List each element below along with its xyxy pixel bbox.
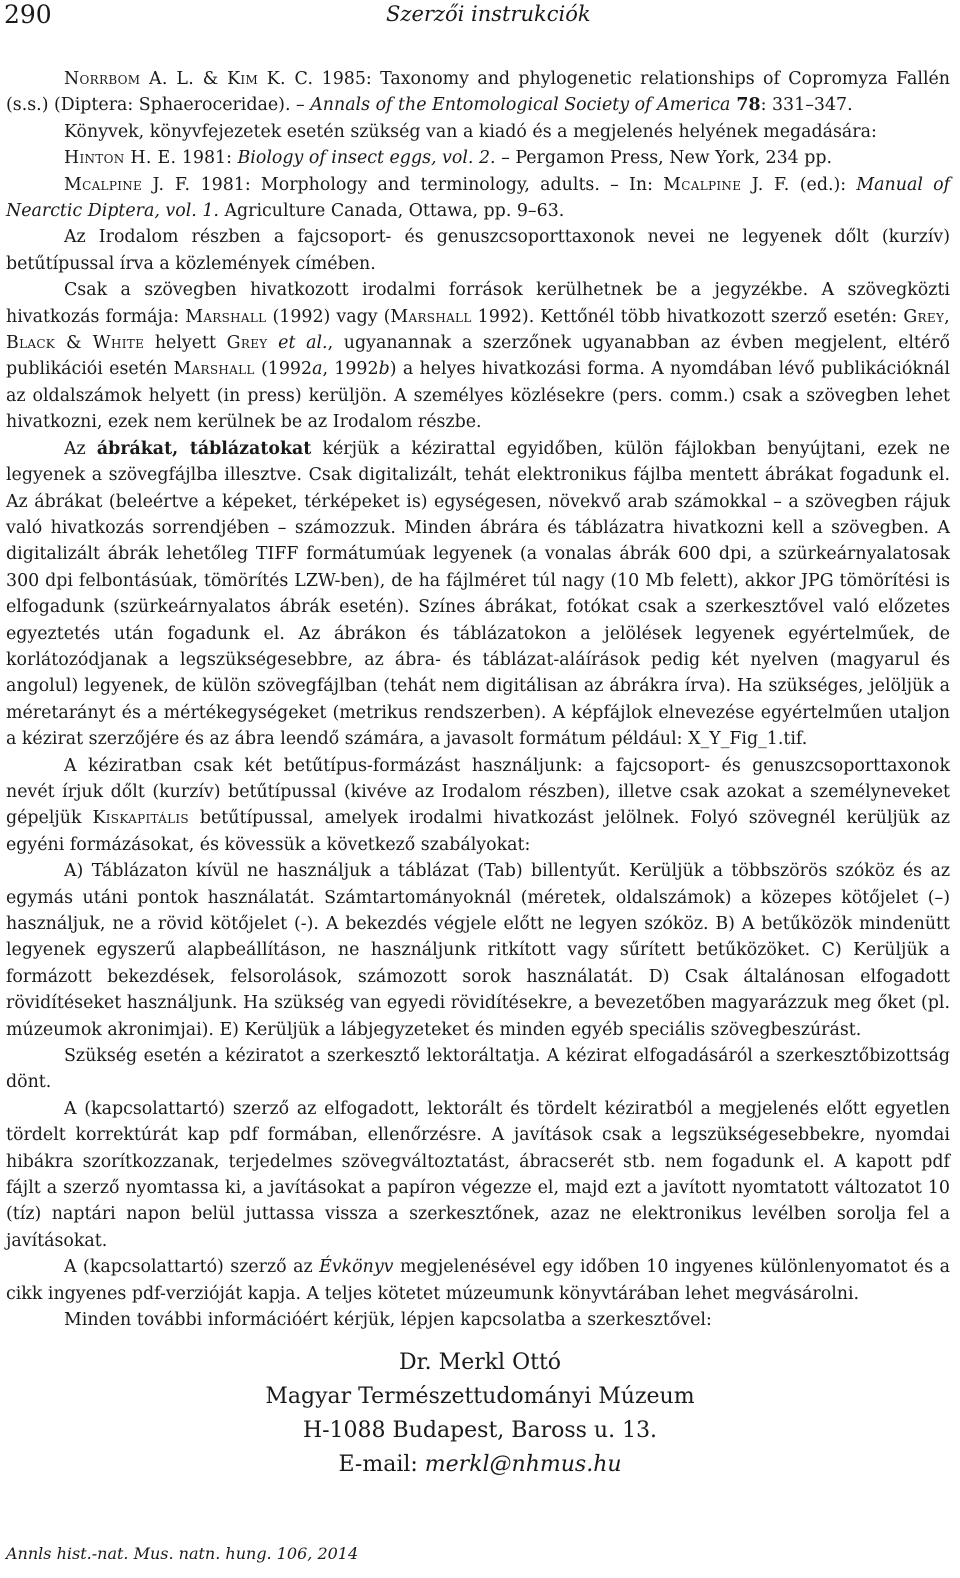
ref-text: 1985: Taxonomy and phylogenetic relationships of Copromyza Fallén (s.s.) (Diptera: Sphaeroceridae). – — [6, 69, 950, 116]
italic-span: a — [312, 359, 323, 380]
text-span: , ugyanannak a szerzőnek ugyanabban az évben megjelent, eltérő publikációi esetén — [6, 333, 950, 380]
reference-hinton — [6, 145, 950, 171]
text-span: betűtípussal, amelyek irodalmi hivatkozást jelölnek. Folyó szövegnél kerüljük az egyéni formázásokat, és kövessük a következő szabályokat: — [6, 808, 950, 855]
smallcaps-span: Marshall — [185, 306, 267, 327]
footer-citation: Annls hist.-nat. Mus. natn. hung. 106, 2014 — [6, 1544, 359, 1563]
smallcaps-span: Kiskapitális — [92, 808, 189, 829]
page-number: 290 — [4, 0, 52, 29]
ref-volume: 78 — [730, 95, 761, 116]
paragraph-reprints — [6, 1254, 950, 1307]
page-body — [6, 66, 950, 1334]
ref-text: 1981: Morphology and terminology, adults. – In: — [190, 174, 664, 195]
text-span: Csak a szövegben hivatkozott irodalmi források kerülhetnek be a jegyzékbe. A szövegközti hivatkozás formája: — [6, 280, 950, 327]
paragraph-citations — [6, 277, 950, 435]
smallcaps-span: Marshall — [173, 359, 255, 380]
text-span: kérjük a kézirattal egyidőben, külön fájlokban benyújtani, ezek ne legyenek a szövegfájlba illesztve. Csak digitalizált, tehát elektronikus fájlba mentett ábrákat fogadunk el. Az ábrákat (beleértve a képeket, térképeket is) egységesen, növekvő arab számokkal – a szövegben rájuk való hivatkozás sorrendjében – számozzuk. Minden ábrára és táblázatra hivatkozni kell a szövegben. A digitalizált ábrák lehetőleg TIFF formátumúak legyenek (a vonalas ábrák 600 dpi, a szürkeárnyalatosak 300 dpi felbontásúak, tömörítés LZW-ben), de ha fájlméret túl nagy (10 Mb felett), akkor JPG tömörítési is elfogadunk (szürkeárnyalatos ábrák esetén). Színes ábrákat, fotókat csak a szerkesztővel való előzetes egyeztetés után fogadunk el. Az ábrákon és táblázatokon a jelölések legyenek egyértelműek, de korlátozódjanak a legszükségesebbre, az ábra- és táblázat-aláírások pedig két nyelven (magyarul és angolul) legyenek, de külön szövegfájlban (tehát nem digitálisan az ábrákra írva). Ha szükséges, jelöljük a méretarányt és a mértékegységeket (metrikus rendszerben). A képfájlok elnevezése egyértelműen utaljon a kézirat szerzőjére és az ábra leendő számára, a javasolt formátum például: X_Y_Fig_1.tif. — [6, 438, 951, 750]
books-intro: Könyvek, könyvfejezetek esetén szükség van a kiadó és a megjelenés helyének megadására: — [64, 121, 877, 142]
text-span: , 1992 — [322, 359, 379, 380]
ref-pages: : 331–347. — [760, 95, 853, 116]
ref-author: Hinton H. E. — [64, 148, 177, 169]
ref-text: 1981: — [176, 148, 238, 169]
paragraph-proofs: A (kapcsolattartó) szerző az elfogadott, lektorált és tördelt kéziratból a megjelenés előtt egyetlen tördelt korrektúrát kap pdf formában, ellenőrzésre. A javítások csak a legszükségesebbekre, nyomdai hibákra szorítkozzanak, terjedelmes szövegváltoztatást, ábracserét stb. nem fogadunk el. A kapott pdf fájlt a szerző nyomtassa ki, a javításokat a papíron végezze el, majd ezt a javított nyomtatott változatot 10 (tíz) naptári napon belül juttassa vissza a szerkesztőnek, azaz ne elektronikus levélben sorolja fel a javításokat. — [6, 1098, 950, 1251]
paragraph-review: Szükség esetén a kéziratot a szerkesztő lektoráltatja. A kézirat elfogadásáról a szerkesztőbizottság dönt. — [6, 1046, 950, 1093]
text-span: megjelenésével egy időben 10 ingyenes különlenyomatot és a cikk ingyenes pdf-verzióját kapja. A teljes kötetet múzeumunk könyvtárában lehet megvásárolni. — [6, 1257, 950, 1304]
text-span: helyett — [144, 333, 227, 354]
italic-span: Évkönyv — [319, 1257, 394, 1278]
contact-block — [0, 1346, 960, 1482]
page-header — [0, 0, 960, 40]
italic-span: et al. — [267, 333, 328, 354]
text-span: Az — [64, 438, 97, 459]
italic-span: b — [378, 359, 390, 380]
contact-address: H-1088 Budapest, Baross u. 13. — [302, 1418, 658, 1443]
text-span: (1992 — [254, 359, 313, 380]
paragraph-contact-intro: Minden további információért kérjük, lépjen kapcsolatba a szerkesztővel: — [64, 1310, 712, 1331]
text-span: ) a helyes hivatkozási forma. A nyomdában lévő publikációknál az oldalszámok helyett (in press) kerüljön. A személyes közlésekre (pers. comm.) csak a szövegben lehet hivatkozni, ezek nem kerülnek be az Irodalom részbe. — [6, 359, 950, 433]
bold-span: ábrákat, táblázatokat — [96, 438, 312, 459]
paragraph-rules: A) Táblázaton kívül ne használjuk a táblázat (Tab) billentyűt. Kerüljük a többszörös szóköz és az egymás utáni pontok használatát. Számtartományoknál (méretek, oldalszámok) a közepes kötőjelet (–) használjuk, ne a rövid kötőjelet (-). A bekezdés végjele előtt ne legyen szóköz. B) A betűközök mindenütt legyenek egyszerű alapbeállításon, ne használjunk ritkított vagy sűrített betűközöket. C) Kerüljük a formázott bekezdések, felsorolások, számozott sorok használatát. D) Csak általánosan elfogadott rövidítéseket használjunk. Ha szükség van egyedi rövidítésekre, a bevezetőben magyarázzuk meg őket (pl. múzeumok akronimjai). E) Kerüljük a lábjegyzeteket és minden egyéb speciális szövegbeszúrást. — [6, 861, 950, 1040]
ref-author: Mcalpine J. F. — [64, 174, 191, 195]
contact-institution: Magyar Természettudományi Múzeum — [265, 1384, 695, 1409]
ref-title: Manual of Nearctic Diptera, vol. 1. — [6, 174, 951, 222]
ref-journal: Annals of the Entomological Society of America — [310, 95, 731, 116]
text-span: A kéziratban csak két betűtípus-formázást használjunk: a fajcsoport- és genuszcsoporttaxonok nevét írjuk dőlt (kurzív) betűtípussal (kivéve az Irodalom részben), illetve csak azokat a személyneveket gépeljük — [6, 755, 950, 829]
email-label: E-mail: — [338, 1452, 425, 1477]
email-link[interactable]: merkl@nhmus.hu — [424, 1452, 622, 1477]
ref-author: Norrbom A. L. & Kim K. C. — [64, 69, 314, 89]
reference-mcalpine — [6, 172, 950, 225]
contact-name: Dr. Merkl Ottó — [398, 1350, 562, 1375]
ref-text: – Pergamon Press, New York, 234 pp. — [495, 148, 833, 169]
smallcaps-span: Grey — [226, 333, 268, 354]
ref-text: Agriculture Canada, Ottawa, pp. 9–63. — [218, 201, 565, 222]
text-span: (1992) vagy ( — [266, 306, 391, 327]
smallcaps-span: Marshall — [390, 306, 472, 327]
running-head: Szerzői instrukciók — [386, 2, 591, 26]
ref-title: Biology of insect eggs, vol. 2. — [237, 148, 496, 169]
ref-text: (ed.): — [789, 174, 857, 195]
smallcaps-span: Grey, Black & White — [6, 306, 950, 354]
text-span: A (kapcsolattartó) szerző az — [64, 1257, 320, 1278]
contact-email-line — [0, 1448, 960, 1482]
ref-editor: Mcalpine J. F. — [663, 174, 790, 195]
paragraph-figures — [6, 436, 950, 753]
reference-norrbom — [6, 66, 950, 119]
paragraph-formatting — [6, 753, 950, 859]
text-span: 1992). Kettőnél több hivatkozott szerző esetén: — [471, 306, 904, 327]
paragraph-taxon-titles: Az Irodalom részben a fajcsoport- és genuszcsoporttaxonok nevei ne legyenek dőlt (kurzív) betűtípussal írva a közlemények címében. — [6, 227, 950, 274]
